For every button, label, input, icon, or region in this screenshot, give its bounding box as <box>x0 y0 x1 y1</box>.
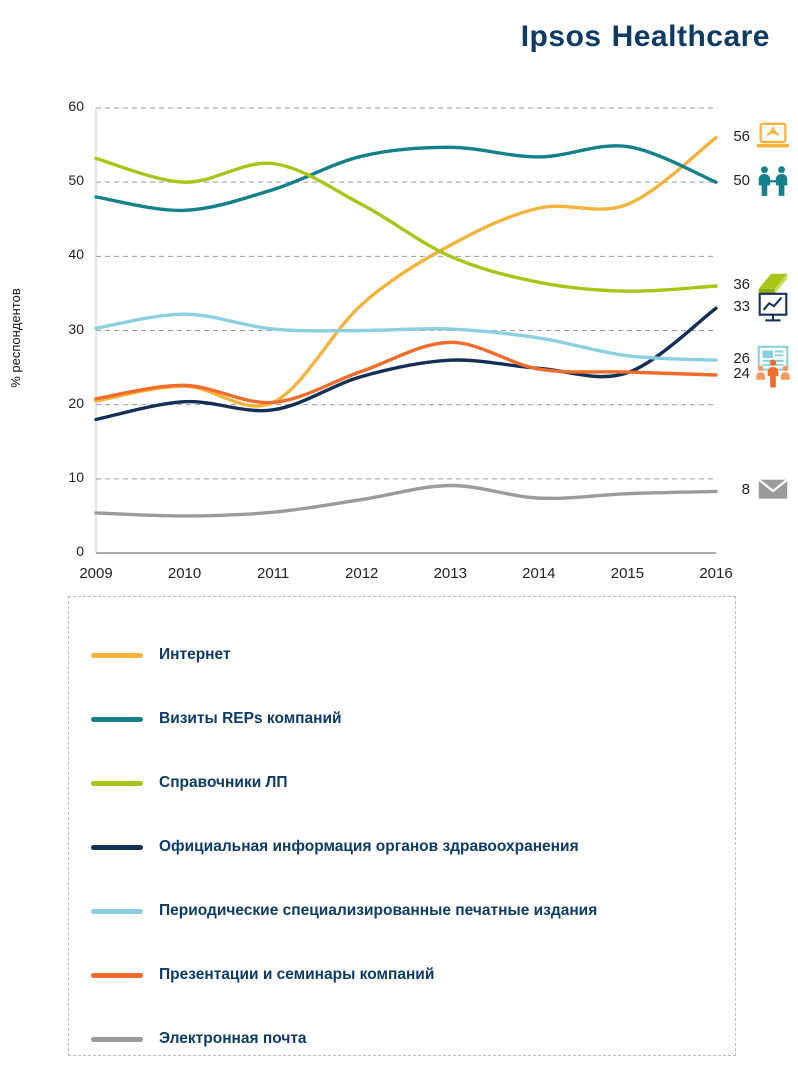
legend-swatch <box>91 717 143 722</box>
series-end-value: 56 <box>733 127 750 145</box>
series-end-value: 33 <box>733 298 750 316</box>
brand-word-1: Ipsos <box>520 20 602 53</box>
legend-swatch <box>91 845 143 850</box>
series-end-value: 24 <box>733 365 750 382</box>
x-tick-label: 2015 <box>610 565 645 582</box>
series-end-value: 50 <box>733 172 750 190</box>
legend-label: Интернет <box>159 646 231 663</box>
y-axis-label: % респондентов <box>8 288 23 388</box>
y-tick-label: 20 <box>68 394 84 411</box>
y-tick-label: 40 <box>68 246 84 263</box>
legend-item[interactable] <box>69 751 735 815</box>
brand-logo <box>521 20 770 54</box>
legend-item[interactable] <box>69 687 735 751</box>
legend <box>68 596 736 1056</box>
legend-swatch <box>91 909 143 914</box>
x-tick-label: 2009 <box>79 565 113 582</box>
legend-item[interactable] <box>69 1007 735 1071</box>
series-end-value: 36 <box>733 276 750 293</box>
legend-label: Периодические специализированные печатные издания <box>159 902 598 919</box>
legend-swatch <box>91 1037 143 1042</box>
y-tick-label: 0 <box>76 543 84 559</box>
y-tick-label: 10 <box>68 468 84 485</box>
line-chart <box>0 88 798 588</box>
legend-label: Справочники ЛП <box>159 774 288 791</box>
presentation-chart-icon <box>754 290 792 324</box>
legend-swatch <box>91 781 143 786</box>
legend-label: Официальная информация органов здравоохранения <box>159 838 579 855</box>
legend-swatch <box>91 973 143 978</box>
legend-label: Презентации и семинары компаний <box>159 966 435 983</box>
series-end-value: 8 <box>741 481 750 499</box>
legend-item[interactable] <box>69 943 735 1007</box>
people-group-icon <box>754 357 792 391</box>
x-tick-label: 2016 <box>699 565 733 582</box>
y-tick-label: 30 <box>68 320 84 337</box>
y-tick-label: 50 <box>68 172 84 189</box>
series-line <box>96 146 716 211</box>
x-tick-label: 2012 <box>345 565 379 582</box>
legend-swatch <box>91 653 143 658</box>
series-line <box>96 342 716 402</box>
plot-canvas <box>0 88 798 588</box>
legend-label: Электронная почта <box>159 1030 307 1047</box>
envelope-icon <box>754 473 792 507</box>
x-tick-label: 2014 <box>522 565 556 582</box>
legend-item[interactable] <box>69 879 735 943</box>
series-line <box>96 308 716 419</box>
series-line <box>96 486 716 516</box>
legend-item[interactable] <box>69 815 735 879</box>
brand-word-2: Healthcare <box>611 20 770 53</box>
x-tick-label: 2010 <box>167 565 202 582</box>
two-people-icon <box>754 164 792 198</box>
laptop-wifi-icon <box>754 120 792 154</box>
legend-label: Визиты REPs компаний <box>159 710 342 727</box>
y-tick-label: 60 <box>68 98 84 114</box>
x-tick-label: 2011 <box>257 565 290 582</box>
x-tick-label: 2013 <box>433 565 467 582</box>
series-end-value: 26 <box>733 350 750 368</box>
legend-item[interactable] <box>69 623 735 687</box>
